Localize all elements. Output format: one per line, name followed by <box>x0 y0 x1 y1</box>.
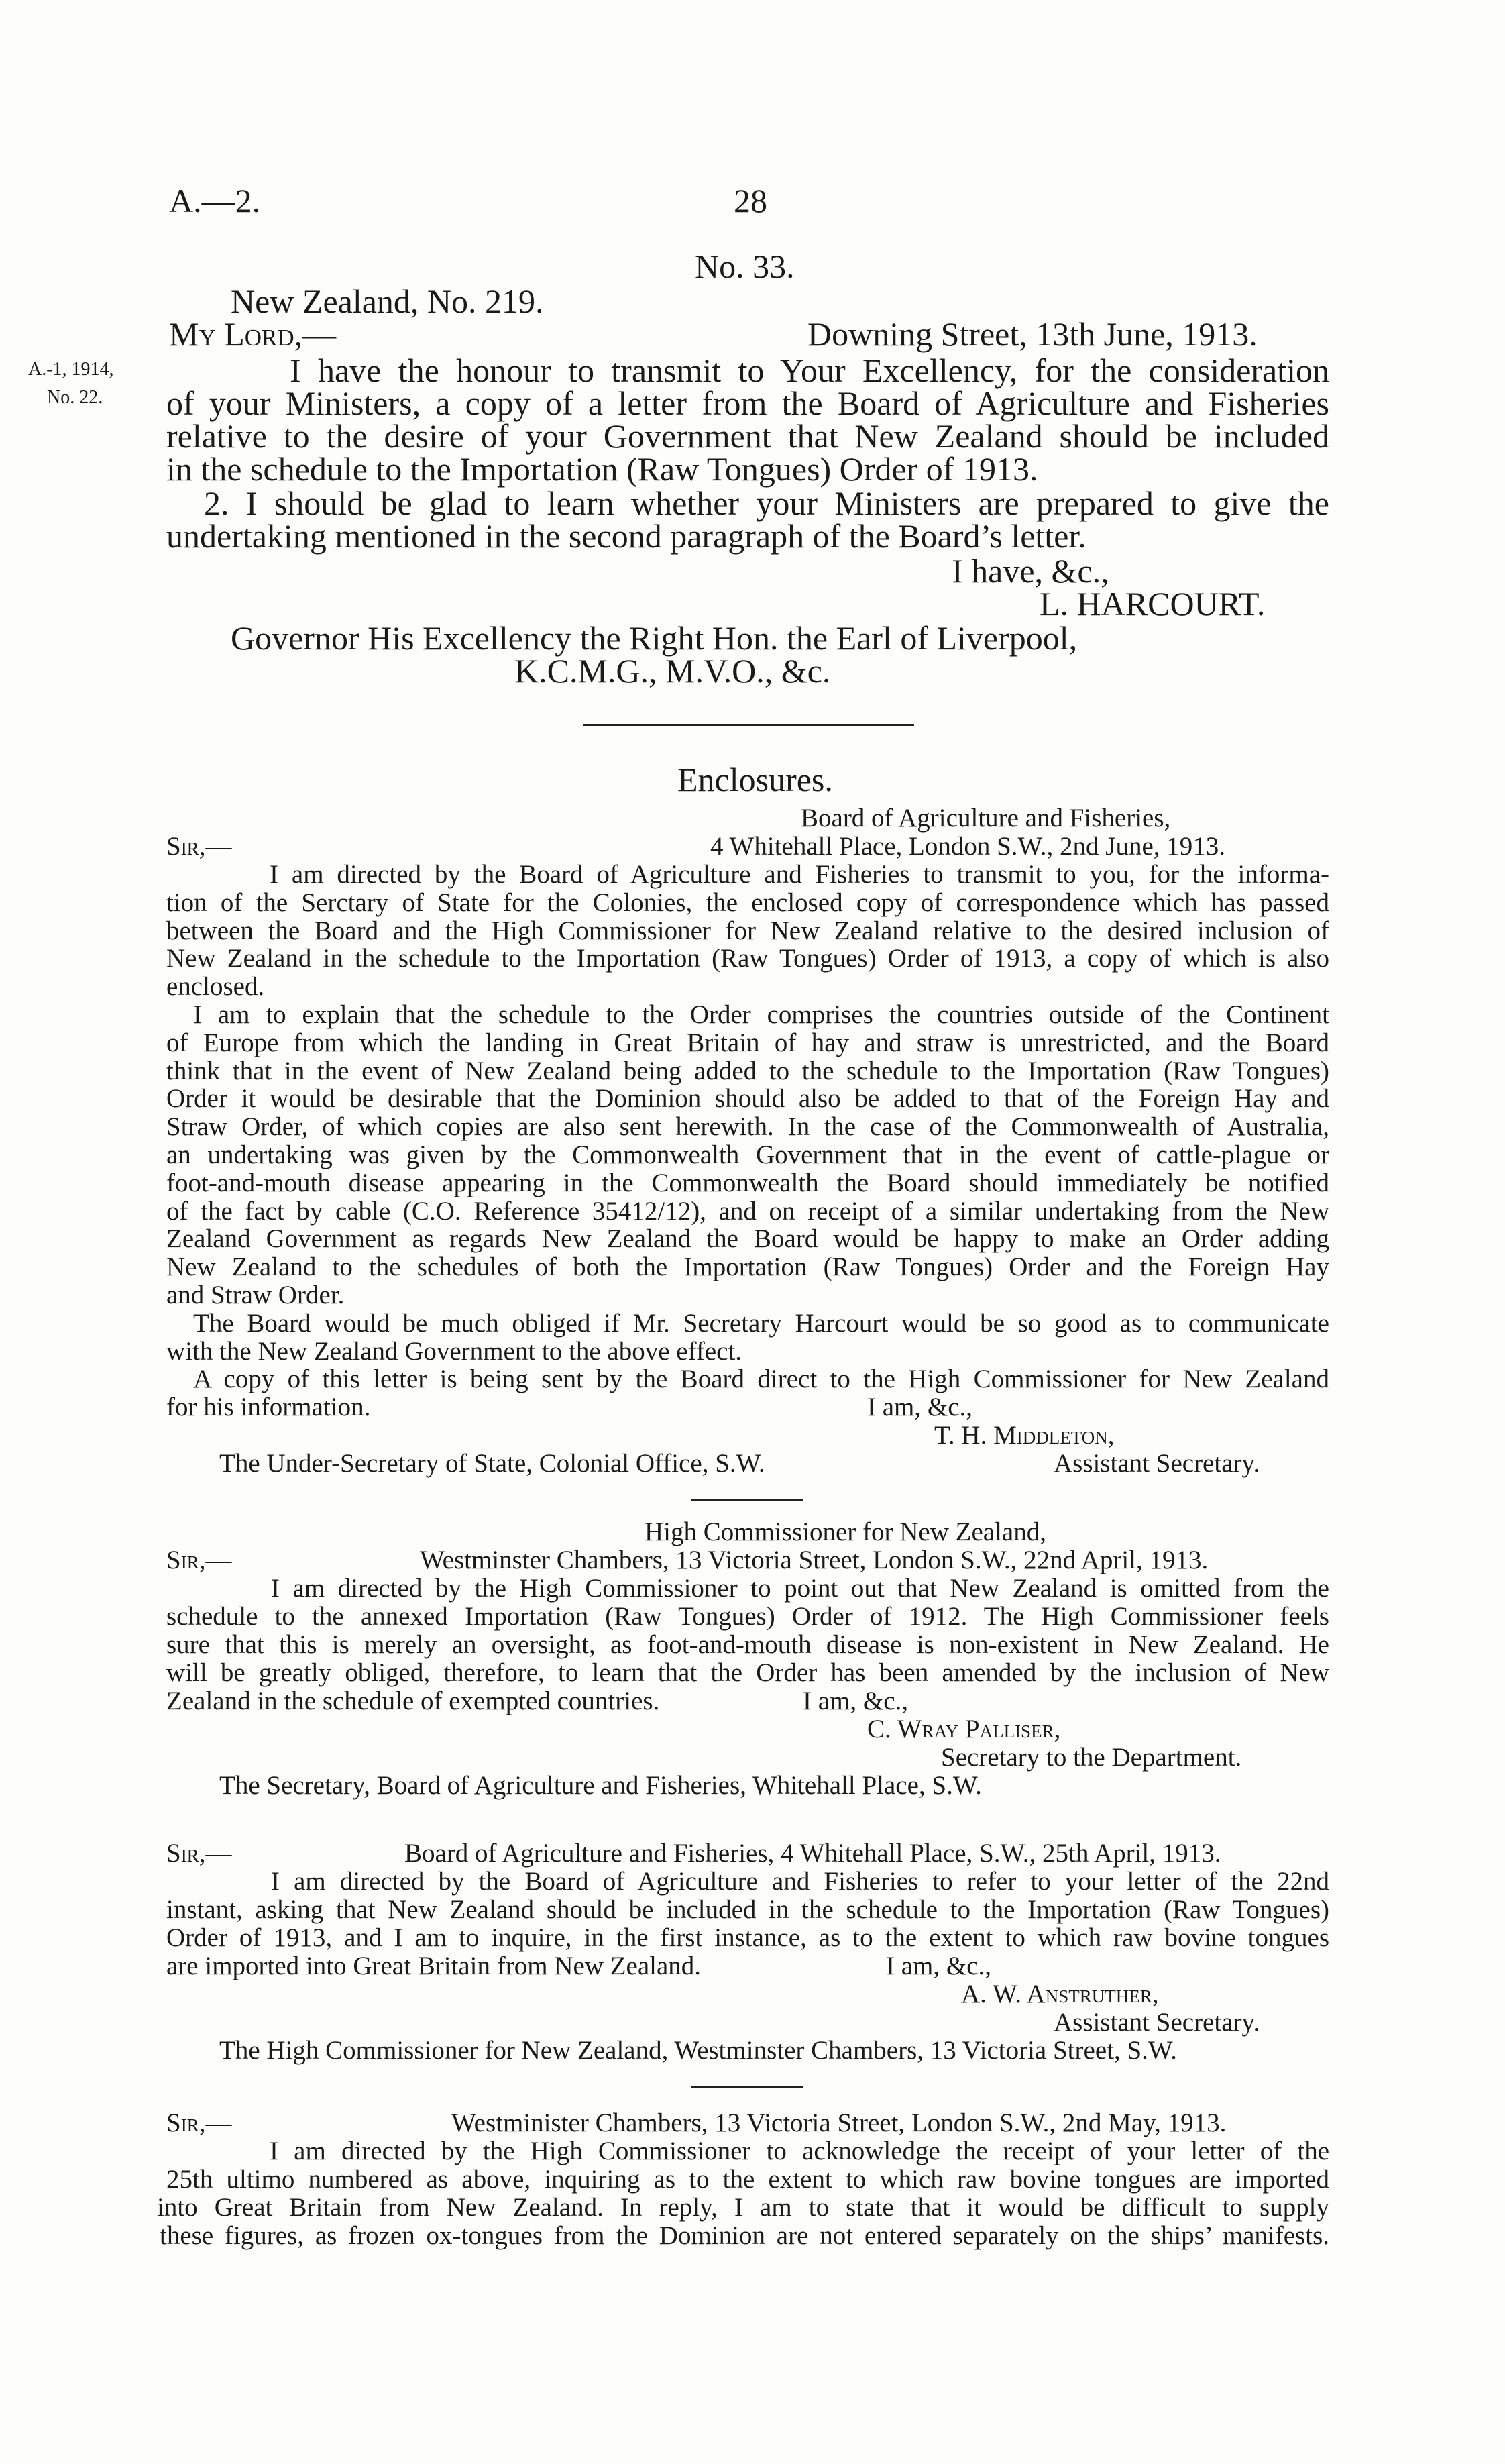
letter-salutation: Sir,— <box>166 1546 232 1574</box>
letter-paragraph-line: Order it would be desirable that the Dominion should also be added to that of the Foreign Hay and <box>166 1084 1329 1113</box>
despatch-reference: New Zealand, No. 219. <box>231 282 544 320</box>
despatch-salutation: My Lord,— <box>169 315 337 353</box>
letter-paragraph-line: enclosed. <box>166 972 265 1001</box>
letter-divider <box>691 1499 803 1501</box>
letter-sender-address: 4 Whitehall Place, London S.W., 2nd June, 1913. <box>710 832 1226 861</box>
letter-paragraph-line: Straw Order, of which copies are also sent herewith. In the case of the Commonwealth of Australia, <box>166 1112 1329 1141</box>
letter-sender-address: High Commissioner for New Zealand, <box>645 1517 1046 1546</box>
letter-paragraph-line: Zealand Government as regards New Zealand the Board would be happy to make an Order adding <box>166 1224 1329 1253</box>
letter-sender-address: Board of Agriculture and Fisheries, 4 Whitehall Place, S.W., 25th April, 1913. <box>404 1839 1221 1868</box>
despatch-addressee-line: Governor His Excellency the Right Hon. the Earl of Liverpool, <box>231 619 1078 657</box>
letter-paragraph-line: I am directed by the Board of Agriculture and Fisheries to transmit to you, for the informa- <box>270 860 1329 889</box>
letter-paragraph-line: between the Board and the High Commissioner for New Zealand relative to the desired inclusion of <box>166 916 1329 945</box>
letter-paragraph-line: and Straw Order. <box>166 1281 345 1309</box>
letter-divider <box>691 2086 803 2088</box>
letter-signatory: T. H. Middleton, <box>934 1421 1115 1450</box>
letter-paragraph-line: these figures, as frozen ox-tongues from the Dominion are not entered separately on the ships’ manifests. <box>160 2221 1329 2250</box>
letter-paragraph-line: I am to explain that the schedule to the Order comprises the countries outside of the Continent <box>193 1000 1329 1029</box>
letter-paragraph-line: I am directed by the High Commissioner to point out that New Zealand is omitted from the <box>271 1574 1329 1603</box>
section-divider <box>583 724 914 726</box>
letter-paragraph-line: for his information. <box>166 1393 371 1422</box>
letter-signatory: A. W. Anstruther, <box>961 1980 1159 2008</box>
despatch-paragraph-line: relative to the desire of your Government that New Zealand should be included <box>166 417 1329 455</box>
letter-paragraph-line: instant, asking that New Zealand should be included in the schedule to the Importation (Raw Tongues) <box>166 1895 1329 1924</box>
letter-paragraph-line: are imported into Great Britain from New Zealand. <box>166 1951 702 1980</box>
letter-paragraph-line: into Great Britain from New Zealand. In reply, I am to state that it would be difficult to supply <box>157 2193 1329 2222</box>
despatch-paragraph-line: in the schedule to the Importation (Raw Tongues) Order of 1913. <box>166 450 1038 488</box>
letter-closing: I am, &c., <box>867 1393 973 1422</box>
letter-paragraph-line: I am directed by the High Commissioner to acknowledge the receipt of your letter of the <box>270 2137 1329 2165</box>
enclosures-heading: Enclosures. <box>677 761 833 798</box>
letter-salutation: Sir,— <box>166 832 232 861</box>
letter-paragraph-line: Order of 1913, and I am to inquire, in the first instance, as to the extent to which raw bovine tongues <box>166 1923 1329 1952</box>
despatch-signature: L. HARCOURT. <box>1040 585 1266 623</box>
letter-paragraph-line: 25th ultimo numbered as above, inquiring as to the extent to which raw bovine tongues are imported <box>166 2165 1329 2194</box>
letter-paragraph-line: I am directed by the Board of Agriculture and Fisheries to refer to your letter of the 22nd <box>271 1867 1329 1896</box>
letter-paragraph-line: New Zealand to the schedules of both the Importation (Raw Tongues) Order and the Foreign Hay <box>166 1252 1329 1281</box>
letter-recipient: The Under-Secretary of State, Colonial Office, S.W. <box>219 1449 765 1478</box>
margin-note-line: No. 22. <box>47 387 103 408</box>
letter-paragraph-line: think that in the event of New Zealand being added to the schedule to the Importation (Raw Tongues) <box>166 1057 1329 1085</box>
margin-note-line: A.-1, 1914, <box>28 359 114 380</box>
letter-paragraph-line: of the fact by cable (C.O. Reference 35412/12), and on receipt of a similar undertaking from the New <box>166 1197 1329 1226</box>
letter-paragraph-line: New Zealand in the schedule to the Importation (Raw Tongues) Order of 1913, a copy of which is also <box>166 944 1329 973</box>
despatch-paragraph-line: of your Ministers, a copy of a letter from the Board of Agriculture and Fisheries <box>166 384 1329 422</box>
letter-paragraph-line: schedule to the annexed Importation (Raw Tongues) Order of 1912. The High Commissioner feels <box>166 1602 1329 1631</box>
despatch-paragraph-line: 2. I should be glad to learn whether your Ministers are prepared to give the <box>204 484 1329 522</box>
letter-sender-address: Board of Agriculture and Fisheries, <box>801 804 1171 833</box>
letter-paragraph-line: foot-and-mouth disease appearing in the Commonwealth the Board should immediately be notified <box>166 1169 1329 1197</box>
letter-signatory-title: Assistant Secretary. <box>1054 2008 1260 2037</box>
letter-salutation: Sir,— <box>166 2108 232 2137</box>
letter-salutation: Sir,— <box>166 1839 232 1868</box>
despatch-paragraph-line: I have the honour to transmit to Your Excellency, for the consideration <box>290 352 1329 389</box>
letter-signatory-title: Secretary to the Department. <box>941 1743 1242 1772</box>
letter-paragraph-line: with the New Zealand Government to the above effect. <box>166 1337 742 1366</box>
document-series-label: A.—2. <box>169 182 261 219</box>
letter-sender-address: Westminster Chambers, 13 Victoria Street, London S.W., 22nd April, 1913. <box>420 1546 1209 1574</box>
letter-recipient: The High Commissioner for New Zealand, Westminster Chambers, 13 Victoria Street, S.W. <box>219 2036 1177 2065</box>
letter-paragraph-line: of Europe from which the landing in Great Britain of hay and straw is unrestricted, and the Board <box>166 1028 1329 1057</box>
despatch-closing: I have, &c., <box>952 552 1109 590</box>
letter-signatory-title: Assistant Secretary. <box>1054 1449 1260 1478</box>
despatch-paragraph-line: undertaking mentioned in the second paragraph of the Board’s letter. <box>166 517 1086 555</box>
letter-paragraph-line: will be greatly obliged, therefore, to learn that the Order has been amended by the inclusion of New <box>166 1658 1329 1687</box>
despatch-addressee-line: K.C.M.G., M.V.O., &c. <box>514 652 831 690</box>
letter-signatory: C. Wray Palliser, <box>867 1715 1061 1744</box>
letter-sender-address: Westminister Chambers, 13 Victoria Street, London S.W., 2nd May, 1913. <box>451 2108 1227 2137</box>
letter-paragraph-line: sure that this is merely an oversight, as foot-and-mouth disease is non-existent in New Zealand. He <box>166 1630 1329 1659</box>
page-number: 28 <box>734 182 767 219</box>
letter-closing: I am, &c., <box>886 1951 992 1980</box>
letter-paragraph-line: Zealand in the schedule of exempted countries. <box>166 1686 660 1715</box>
despatch-number: No. 33. <box>695 248 795 285</box>
letter-paragraph-line: The Board would be much obliged if Mr. Secretary Harcourt would be so good as to communicate <box>193 1309 1329 1338</box>
letter-closing: I am, &c., <box>803 1686 909 1715</box>
letter-recipient: The Secretary, Board of Agriculture and Fisheries, Whitehall Place, S.W. <box>219 1771 982 1800</box>
letter-paragraph-line: tion of the Serctary of State for the Colonies, the enclosed copy of correspondence which has passed <box>166 888 1329 917</box>
despatch-place-date: Downing Street, 13th June, 1913. <box>807 315 1258 353</box>
letter-paragraph-line: an undertaking was given by the Commonwealth Government that in the event of cattle-plague or <box>166 1140 1329 1169</box>
letter-paragraph-line: A copy of this letter is being sent by the Board direct to the High Commissioner for New Zealand <box>193 1364 1329 1393</box>
